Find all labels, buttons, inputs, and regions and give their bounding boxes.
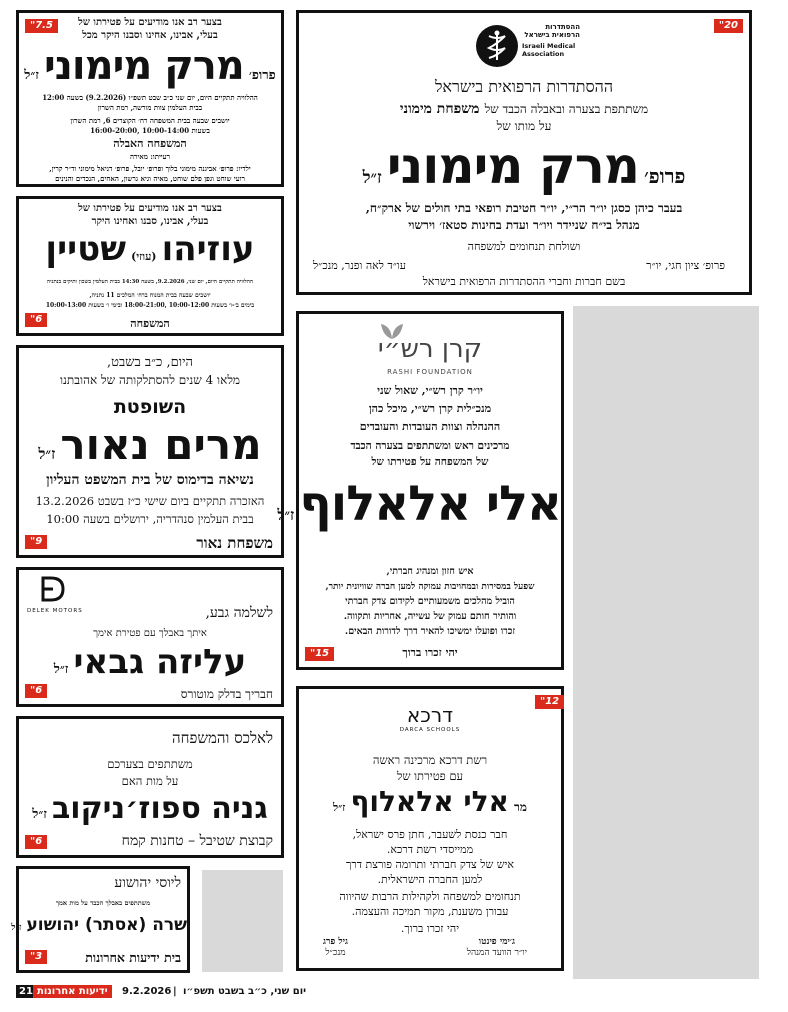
- signer-role: יו״ר הוועד המנהל: [466, 948, 527, 958]
- condolence-text: עם פטירתו של: [396, 769, 464, 783]
- ad-darca-schools: [296, 686, 564, 971]
- sender-line: מנכ״לית קרן רש״י, מיכל כהן: [368, 402, 492, 415]
- condolence-text: משתתפים בצערכם: [107, 757, 193, 771]
- sender-line: רשת דרכא מרכינה ראשה: [372, 753, 488, 767]
- ima-logo: [475, 21, 580, 71]
- deceased-name-block: [19, 229, 281, 273]
- logo-text: דרכא: [406, 703, 454, 727]
- deceased-name-block: [299, 785, 561, 821]
- org-footer: בשם חברות וחברי ההסתדרות הרפואית בישראל: [422, 275, 626, 288]
- deceased-name: שרה (אסתר) יהושוע: [26, 915, 187, 935]
- name-prefix: פרופ׳: [248, 68, 276, 83]
- deceased-name: אלי אלאלוף: [350, 785, 509, 818]
- size-tag: 6": [25, 313, 47, 327]
- hebrew-date: יום שני, כ״ב בשבט תשפ״ו: [183, 986, 307, 997]
- logo-text: קרן רש״י: [377, 334, 483, 364]
- name-prefix: פרופ׳: [644, 164, 686, 188]
- logo-text: DELEK MOTORS: [27, 608, 83, 614]
- logo-text: RASHI FOUNDATION: [387, 368, 473, 376]
- greeting: לאלכס והמשפחה: [171, 729, 273, 747]
- empty-ad-space: [202, 870, 283, 972]
- signer-name: ג׳ימי פינטו: [478, 937, 515, 947]
- deceased-name: גניה ספוז׳ניקוב: [52, 791, 268, 826]
- condolence-text: משתתפת בצערה ובאבלה הכבד של: [484, 102, 649, 116]
- role-text: מנהל בי״ח שניידר ויו״ר ועדת בחינות סטאז׳ וירשוי: [408, 218, 640, 232]
- sender-line: יו״ר קרן רש״י, שאול שני: [377, 384, 483, 397]
- deceased-first-name: עוזיהו: [161, 229, 255, 269]
- funeral-info: ההלוויה תתקיים היום, יום שני, 9.2.2026, בשעה 14:30 בבית העלמין בשכון ותיקים בנתניה: [46, 279, 254, 285]
- org-name: ההסתדרות הרפואית בישראל: [434, 77, 614, 96]
- tribute-text: חבר כנסת לשעבר, חתן פרס ישראל,: [352, 828, 508, 841]
- size-tag: 20": [714, 19, 743, 33]
- deceased-name-block: [11, 915, 187, 949]
- family-wife: רעייתו: מאירה: [129, 152, 171, 161]
- shiva-info: בשעות 10:00-14:00 ,16:00-20:00: [90, 126, 210, 135]
- signature: קבוצת שטיבל – טחנות קמח: [121, 833, 273, 849]
- greeting: ליוסי יהושוע: [114, 875, 181, 891]
- tribute-text: והותיר חותם עמוק של עשייה, אחריות ותקווה.: [343, 611, 517, 622]
- memorial-info: בבית העלמין סנהדריה, ירושלים בשעה 10:00: [46, 512, 254, 526]
- memorial-intro: מלאו 4 שנים להסתלקותה של אהובתנו: [59, 373, 241, 387]
- deceased-name-block: [19, 642, 281, 682]
- tribute-text: ממייסדי רשת דרכא.: [386, 843, 474, 856]
- size-tag: 6": [25, 684, 47, 698]
- condolence-text: משתתפים באבלך הכבד על מות אמך: [55, 899, 151, 907]
- size-tag: 15": [305, 647, 334, 661]
- tribute-text: איש חזון ומנהיג חברתי,: [386, 566, 474, 577]
- size-tag: 6": [25, 835, 47, 849]
- deceased-name: אלי אלאלוף: [299, 476, 561, 532]
- condolence-text: של המשפחה על פטירתו של: [371, 456, 489, 468]
- date-line: היום, כ״ב בשבט,: [107, 355, 193, 370]
- delek-logo: [27, 576, 87, 616]
- separator: |: [173, 986, 177, 997]
- family-title: המשפחה האבלה: [113, 137, 187, 150]
- signature-left: עו״ד לאה ופנר, מנכ״ל: [313, 259, 406, 272]
- ad-stein: [16, 196, 284, 336]
- signature-left: [323, 936, 348, 958]
- signer-role: מנכ״ל: [325, 948, 346, 958]
- funeral-info: ההלוויה תתקיים היום, יום שני כ״ב שבט תשפ״ו (9.2.2026) בשעה 12:00: [42, 93, 258, 102]
- newspaper-name: ידיעות אחרונות: [33, 985, 112, 998]
- signer-name: גיל פרג: [323, 937, 348, 947]
- empty-ad-space: [573, 306, 759, 979]
- signature: המשפחה: [130, 317, 170, 330]
- memorial-info: האזכרה תתקיים ביום שישי כ״ז בשבט 13.2.2026: [35, 494, 265, 508]
- size-tag: 7.5": [25, 19, 58, 33]
- tribute-text: זכרו ופועלו ימשיכו להאיר דרך לדורות הבאים.: [344, 626, 516, 637]
- tribute-text: עבורן משענת, מקור תמיכה והעצמה.: [351, 905, 509, 918]
- deceased-name-block: [277, 476, 561, 556]
- name-prefix: מר: [514, 800, 528, 814]
- deceased-name: עליזה גבאי: [73, 642, 247, 682]
- shiva-info: יושבים שבעה בבית המנוח ברח׳ המלכים 11 נתניה,: [89, 292, 211, 299]
- logo-text: Association: [522, 50, 565, 58]
- deceased-name-block: [19, 43, 281, 89]
- deceased-name-block: [19, 791, 281, 831]
- ad-spodnikov: [16, 716, 284, 858]
- tribute-text: הוביל מהלכים משמעותיים לקידום צדק חברתי: [345, 596, 515, 607]
- name-suffix: ז״ל: [53, 662, 69, 677]
- ad-mimoni-family: [16, 10, 284, 187]
- logo-text: Israeli Medical: [522, 42, 576, 50]
- signature-right: [467, 936, 527, 958]
- ad-israeli-medical-association: [296, 10, 752, 295]
- tribute-text: שפעל במסירות ובמחויבות עמוקה למען חברה שוויונית יותר,: [325, 582, 535, 592]
- tribute-text: למען החברה הישראלית.: [377, 873, 483, 886]
- logo-text: ההסתדרות: [545, 23, 580, 31]
- role-text: נשיאה בדימוס של בית המשפט העליון: [46, 472, 254, 488]
- notice-line: בעלי, אבינו, סבנו ואחינו היקר: [91, 216, 209, 227]
- greeting: לשלמה גבע,: [205, 605, 273, 621]
- notice-line: בצער רב אנו מודיעים על פטירתו של: [78, 17, 222, 28]
- deceased-nickname: (עוזי): [131, 250, 157, 263]
- name-suffix: ז״ל: [332, 801, 346, 814]
- notice-line: בצער רב אנו מודיעים על פטירתו של: [78, 203, 222, 214]
- deceased-name: מרק מימוני: [386, 137, 639, 195]
- page-number: 21: [16, 985, 36, 998]
- logo-text: DARCA SCHOOLS: [399, 727, 461, 733]
- deceased-name-block: [299, 137, 749, 199]
- family-name: משפחת מימוני: [399, 101, 480, 117]
- condolence-line: [299, 98, 749, 118]
- name-suffix: ז״ל: [24, 68, 39, 83]
- deceased-title: השופטת: [113, 396, 187, 418]
- signature-right: פרופ׳ ציון חגי, יו״ר: [646, 259, 725, 272]
- ad-naor: [16, 345, 284, 558]
- closing-blessing: יהי זכרו ברוך: [402, 646, 458, 659]
- page-footer: [16, 985, 756, 1001]
- size-tag: 3": [25, 950, 47, 964]
- condolence-text: איתך באבלך עם פטירת אימך: [93, 628, 207, 639]
- family-children: ילדיו: פרופ׳ אביגנה מימוני בלוך ופרופ׳ יובל, פרופ׳ דניאל מימוני וד״ר קרין,: [49, 164, 251, 173]
- size-tag: 9": [25, 535, 47, 549]
- tribute-text: תנחומים למשפחה ולקהילות הרבות שהיווה: [339, 890, 521, 903]
- size-tag: 12": [535, 695, 564, 709]
- name-suffix: ז״ל: [362, 168, 382, 188]
- delek-logo-icon: [39, 576, 67, 602]
- shiva-info: בימים ב׳-ו׳ בשעות 10:00-12:00 ,18:00-21:00 ובימי ו׳ בשעות 10:00-13:00: [45, 302, 255, 309]
- name-suffix: ז״ל: [32, 807, 47, 822]
- deceased-name: מרים נאור: [60, 420, 262, 469]
- ad-yehoshua: [11, 866, 190, 973]
- tribute-text: איש של צדק חברתי ותרומה פורצת דרך: [345, 858, 515, 871]
- ad-delek-motors: [16, 567, 284, 707]
- signature: משפחת נאור: [196, 534, 273, 552]
- caduceus-icon: [475, 24, 519, 68]
- logo-text: הרפואית בישראל: [524, 31, 580, 39]
- name-suffix: ז״ל: [277, 506, 295, 524]
- role-text: בעבר כיהן כסגן יו״ר הר״י, יו״ר חטיבת רופאי בתי חולים של ארק״ח,: [365, 201, 683, 215]
- closing-blessing: יהי זכרו ברוך.: [400, 922, 460, 935]
- notice-line: בעלי, אבינו, אחינו וסבנו היקר מכל: [82, 30, 218, 41]
- signature: חבריך בדלק מוטורס: [180, 687, 273, 701]
- rashi-logo: [299, 320, 561, 382]
- shiva-info: יושבים שבעה בבית המשפחה רח׳ הקוצרים 6, רמת השרון: [70, 116, 230, 125]
- deceased-name: מרק מימוני: [44, 43, 244, 89]
- condolence-text: ושולחת תנחומים למשפחה: [467, 240, 581, 253]
- deceased-name-block: [19, 420, 281, 470]
- sender-line: ההנהלה וצוות העובדות והעובדים: [359, 420, 501, 433]
- condolence-text: מרכינים ראש ומשתתפים בצערה הכבד: [350, 440, 510, 452]
- issue-date: 9.2.2026: [122, 986, 172, 997]
- condolence-text: על מותו של: [496, 119, 552, 133]
- deceased-last-name: שטיין: [45, 229, 126, 269]
- funeral-info: בבית העלמין צוות מורשה, רמת השרון: [97, 103, 203, 112]
- condolence-text: על מות האם: [121, 774, 179, 788]
- family-children: רועי שוחט וגפן פלם שוחט, מאיה וגיא גרשון, האחים, הנכדים והנינים: [55, 174, 245, 183]
- darca-logo: [299, 703, 561, 743]
- name-suffix: ז״ל: [11, 923, 22, 933]
- name-suffix: ז״ל: [38, 445, 56, 463]
- signature: בית ידיעות אחרונות: [85, 950, 181, 965]
- ad-rashi-foundation: [277, 311, 564, 670]
